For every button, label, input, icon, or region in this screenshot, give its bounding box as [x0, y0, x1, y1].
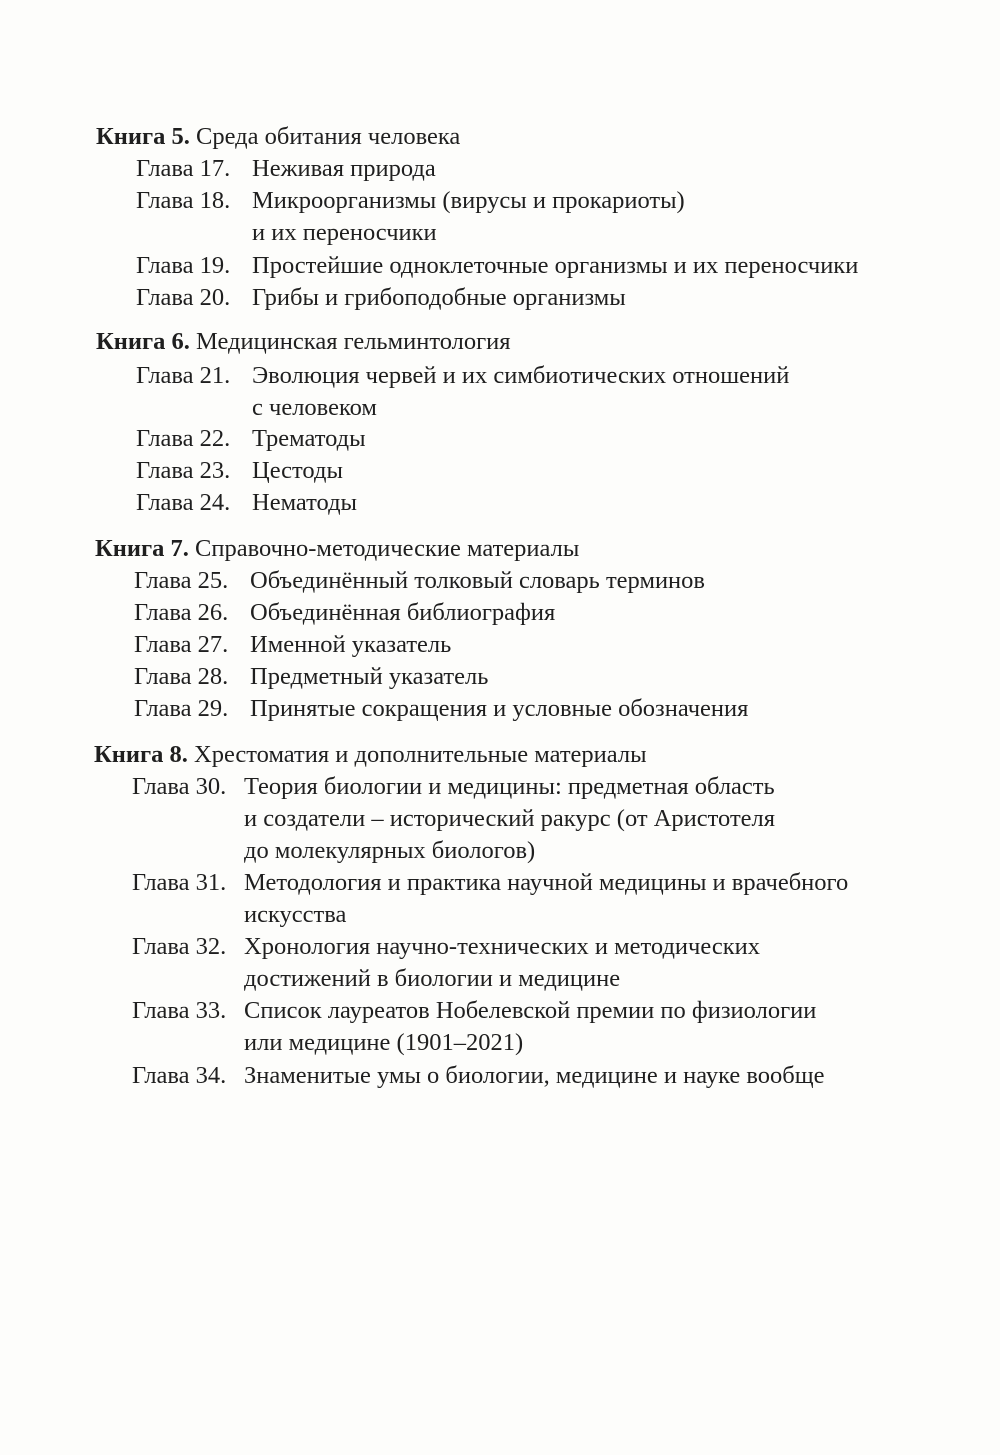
book-title: Хрестоматия и дополнительные материалы [194, 741, 647, 768]
chapter-entry [136, 487, 357, 519]
chapter-title: Объединённая библиография [250, 599, 556, 626]
chapter-label: Глава 24. [136, 489, 231, 516]
chapter-entry [136, 360, 790, 421]
book-heading [96, 122, 460, 152]
chapter-entry [134, 661, 489, 693]
chapter-label: Глава 22. [136, 425, 231, 452]
chapter-label: Глава 23. [136, 457, 231, 484]
chapter-entry [134, 597, 556, 629]
chapter-entry [134, 565, 705, 597]
book-label: Книга 6. [96, 328, 190, 355]
chapter-label: Глава 27. [134, 631, 229, 658]
chapter-title: Грибы и грибоподобные организмы [252, 284, 626, 311]
chapter-label: Глава 32. [132, 933, 227, 960]
chapter-title: Хронология научно-технических и методических [244, 933, 760, 960]
chapter-title: Неживая природа [252, 155, 436, 182]
chapter-label: Глава 19. [136, 252, 231, 279]
book-title: Среда обитания человека [196, 123, 461, 150]
chapter-title: Нематоды [252, 489, 357, 516]
chapter-label: Глава 30. [132, 773, 227, 800]
book-label: Книга 8. [94, 741, 188, 768]
book-title: Справочно-методические материалы [195, 535, 580, 562]
chapter-label: Глава 28. [134, 663, 229, 690]
chapter-title-continuation: искусства [244, 901, 347, 928]
chapter-title: Предметный указатель [250, 663, 489, 690]
book-title: Медицинская гельминтология [196, 328, 511, 355]
book-heading [94, 740, 647, 770]
book-heading [95, 534, 579, 564]
chapter-title: Эволюция червей и их симбиотических отношений [252, 362, 790, 389]
chapter-title: Список лауреатов Нобелевской премии по физиологии [244, 997, 817, 1024]
chapter-title: Трематоды [252, 425, 366, 452]
chapter-title: Объединённый толковый словарь терминов [250, 567, 705, 594]
chapter-entry [136, 423, 366, 455]
chapter-entry [136, 153, 436, 185]
chapter-title-continuation: и их переносчики [252, 219, 437, 246]
chapter-title: Знаменитые умы о биологии, медицине и науке вообще [244, 1062, 825, 1089]
chapter-entry [136, 185, 685, 246]
chapter-title: Принятые сокращения и условные обозначения [250, 695, 749, 722]
chapter-title: Теория биологии и медицины: предметная область [244, 773, 775, 800]
chapter-title-continuation: с человеком [252, 394, 377, 421]
chapter-label: Глава 17. [136, 155, 231, 182]
chapter-label: Глава 25. [134, 567, 229, 594]
chapter-entry [136, 455, 343, 487]
chapter-entry [136, 282, 626, 314]
chapter-label: Глава 21. [136, 362, 231, 389]
book-heading [96, 327, 511, 357]
chapter-entry [136, 250, 859, 282]
chapter-entry [134, 693, 749, 725]
book-label: Книга 5. [96, 123, 190, 150]
chapter-entry [132, 771, 776, 864]
chapter-title: Именной указатель [250, 631, 452, 658]
chapter-entry [132, 867, 849, 928]
chapter-title-continuation: или медицине (1901–2021) [244, 1029, 524, 1056]
chapter-title-continuation: и создатели – исторический ракурс (от Аристотеля [244, 805, 776, 832]
chapter-title-continuation: до молекулярных биологов) [244, 837, 536, 864]
chapter-title: Цестоды [252, 457, 343, 484]
chapter-entry [132, 931, 760, 992]
chapter-entry [132, 995, 817, 1056]
chapter-title-continuation: достижений в биологии и медицине [244, 965, 621, 992]
chapter-label: Глава 29. [134, 695, 229, 722]
chapter-label: Глава 20. [136, 284, 231, 311]
book-label: Книга 7. [95, 535, 189, 562]
chapter-label: Глава 26. [134, 599, 229, 626]
chapter-title: Простейшие одноклеточные организмы и их переносчики [252, 252, 859, 279]
chapter-label: Глава 34. [132, 1062, 227, 1089]
chapter-entry [134, 629, 452, 661]
chapter-entry [132, 1060, 825, 1092]
chapter-title: Микроорганизмы (вирусы и прокариоты) [252, 187, 685, 214]
chapter-label: Глава 33. [132, 997, 227, 1024]
chapter-label: Глава 31. [132, 869, 227, 896]
chapter-label: Глава 18. [136, 187, 231, 214]
chapter-title: Методология и практика научной медицины и врачебного [244, 869, 849, 896]
